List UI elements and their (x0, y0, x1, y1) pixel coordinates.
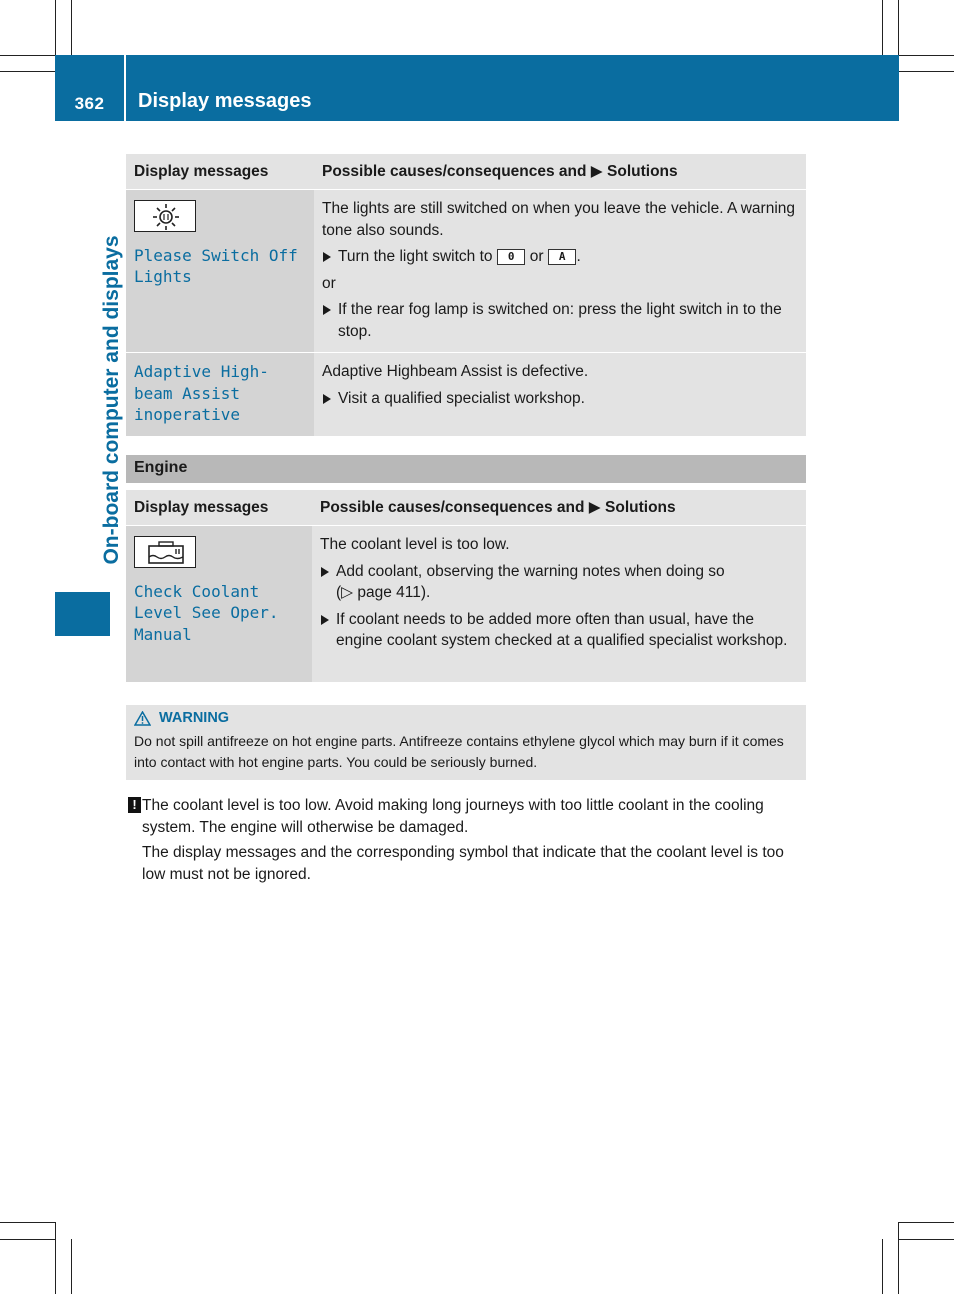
crop-mark (0, 1222, 55, 1223)
light-switch-off-key: 0 (497, 249, 526, 265)
table-header-row (126, 154, 806, 190)
crop-mark (882, 1239, 883, 1294)
column-header-messages: Display messages (126, 490, 312, 526)
solution-step: Visit a qualified specialist workshop. (322, 388, 798, 410)
crop-mark (0, 1239, 55, 1240)
crop-mark (899, 71, 954, 72)
crop-mark (898, 1222, 899, 1294)
display-message-text: Adaptive High-beam Assist inoperative (134, 362, 269, 424)
crop-mark (899, 1239, 954, 1240)
note-section (126, 795, 806, 889)
message-cell (126, 526, 312, 683)
display-message-text: Check Coolant Level See Oper. Manual (134, 581, 279, 644)
column-header-causes-label: Possible causes/consequences and (322, 163, 587, 180)
column-header-causes-label: Possible causes/consequences and (320, 499, 585, 516)
coolant-level-icon (134, 536, 196, 568)
exclamation-icon: ! (128, 797, 141, 813)
engine-messages-table (126, 490, 806, 683)
solution-step-text: Add coolant, observing the warning notes when doing so (336, 562, 725, 580)
crop-mark (882, 0, 883, 55)
note-paragraph: The coolant level is too low. Avoid making long journeys with too little coolant in the cooling system. The engine will otherwise be damaged. (142, 797, 764, 836)
message-cell (126, 190, 314, 353)
solution-step (320, 561, 798, 604)
or-text: or (529, 248, 544, 265)
page-title: Display messages (138, 90, 312, 112)
cause-text: The coolant level is too low. (320, 536, 510, 553)
solution-step-text: Turn the light switch to (338, 248, 493, 265)
solution-step: If coolant needs to be added more often than usual, have the engine coolant system checked at a qualified specialist workshop. (320, 609, 798, 652)
page-number: 362 (74, 94, 105, 113)
table-header-row (126, 490, 806, 526)
triangle-right-icon: ▶ (590, 163, 603, 180)
column-header-causes (314, 154, 806, 190)
crop-mark (71, 0, 72, 55)
column-header-messages: Display messages (126, 154, 314, 190)
message-cell (126, 353, 314, 437)
warning-label: WARNING (159, 710, 230, 726)
cause-cell (314, 190, 806, 353)
note-paragraph: The display messages and the corresponding symbol that indicate that the coolant level is too low must not be ignored. (142, 844, 784, 883)
column-header-causes (312, 490, 806, 526)
warning-header (134, 710, 798, 726)
column-header-solutions-label: Solutions (605, 499, 676, 516)
period-text: . (576, 248, 581, 265)
crop-mark (71, 1239, 72, 1294)
cause-text: The lights are still switched on when you leave the vehicle. A warning tone also sounds. (322, 200, 796, 239)
table-row (126, 526, 806, 683)
header-divider (124, 55, 126, 121)
triangle-right-icon: ▶ (588, 499, 601, 516)
crop-mark (899, 55, 954, 56)
crop-mark (55, 0, 56, 55)
display-messages-table (126, 154, 806, 437)
light-switch-auto-key: A (548, 249, 577, 265)
solution-step (322, 246, 798, 268)
page-reference: (▷ page 411). (336, 584, 431, 601)
chapter-tab (55, 592, 110, 636)
light-bulb-icon (134, 200, 196, 232)
cause-cell (314, 353, 806, 437)
warning-triangle-icon (134, 711, 151, 726)
crop-mark (0, 55, 55, 56)
cause-text: Adaptive Highbeam Assist is defective. (322, 363, 589, 380)
column-header-solutions-label: Solutions (607, 163, 678, 180)
crop-mark (55, 1222, 56, 1294)
table-row (126, 353, 806, 437)
warning-text: Do not spill antifreeze on hot engine parts. Antifreeze contains ethylene glycol which may burn if it comes into contact with hot engine parts. You could be seriously burned. (134, 733, 784, 770)
or-separator: or (322, 274, 336, 292)
table-row (126, 190, 806, 353)
crop-mark (0, 71, 55, 72)
solution-step: If the rear fog lamp is switched on: press the light switch in to the stop. (322, 299, 798, 342)
cause-cell (312, 526, 806, 683)
warning-box (126, 705, 806, 780)
crop-mark (898, 0, 899, 55)
chapter-side-title: On-board computer and displays (100, 235, 123, 565)
display-message-text: Please Switch Off Lights (134, 245, 298, 286)
section-title-engine: Engine (126, 455, 806, 483)
crop-mark (899, 1222, 954, 1223)
